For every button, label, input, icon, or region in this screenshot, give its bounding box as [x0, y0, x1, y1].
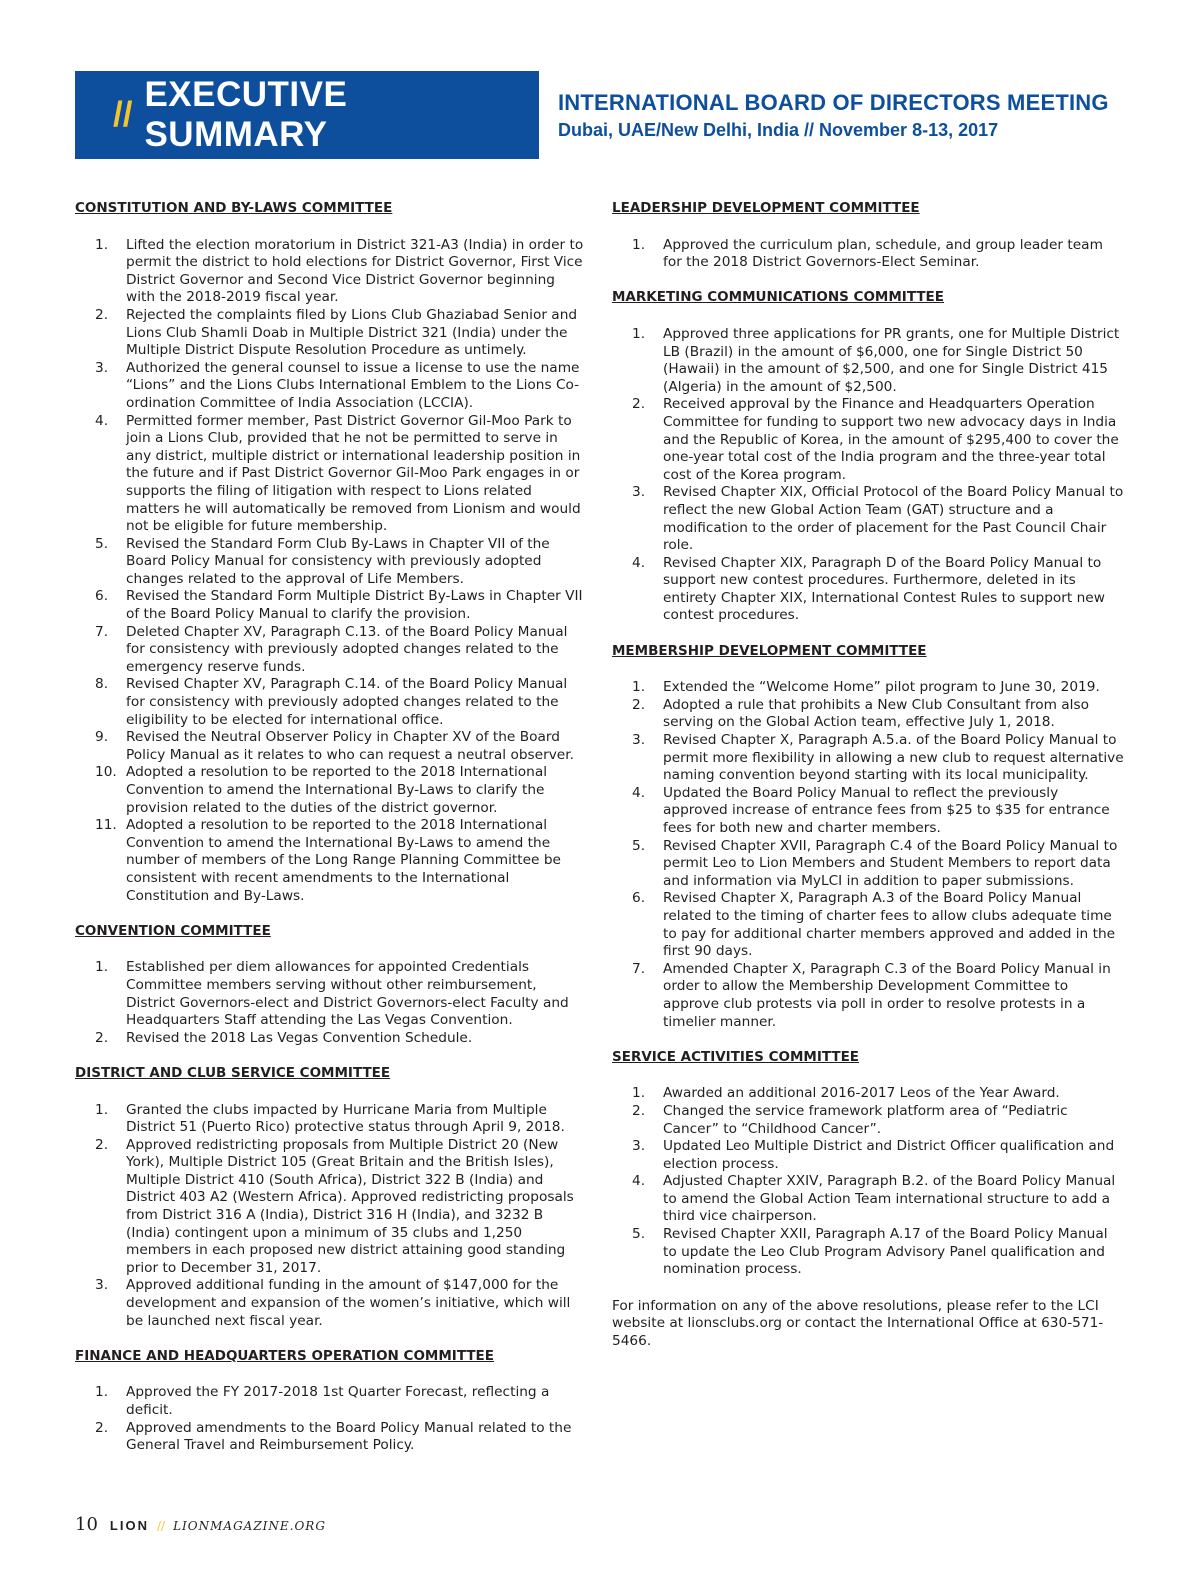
left-column	[75, 200, 585, 1472]
item-text: Revised Chapter XIX, Paragraph D of the Board Policy Manual to support new contest procedures. Furthermore, deleted in its entirety Chapter XIX, International Contest Rules to support new contest procedures.	[663, 554, 1105, 624]
item-number: 4.	[632, 554, 646, 571]
item-number: 1.	[632, 236, 646, 253]
list-item	[75, 676, 585, 729]
item-text: Authorized the general counsel to issue a license to use the name “Lions” and the Lions Clubs International Emblem to the Lions Co-ordination Committee of India Association (LCCIA).	[126, 359, 580, 411]
list-item	[75, 237, 585, 307]
contact-note: For information on any of the above resolutions, please refer to the LCI website at lionsclubs.org or contact the International Office at 630-571-5466.	[612, 1297, 1104, 1350]
item-text: Approved three applications for PR grants, one for Multiple District LB (Brazil) in the amount of $6,000, one for Single District 50 (Hawaii) in the amount of $2,500, and one for Single District 415 (Algeria) in the amount of $2,500.	[663, 325, 1120, 395]
resolution-list	[75, 1102, 585, 1331]
list-item	[75, 1384, 585, 1419]
item-number: 8.	[95, 676, 109, 693]
meeting-subtitle: Dubai, UAE/New Delhi, India // November 8-13, 2017	[558, 120, 999, 140]
right-column	[612, 200, 1124, 1351]
item-text: Revised Chapter X, Paragraph A.5.a. of the Board Policy Manual to permit more flexibility in allowing a new club to request alternative naming convention beyond starting with its local municipality.	[663, 732, 1124, 784]
item-number: 2.	[95, 1419, 109, 1436]
committee-heading: MARKETING COMMUNICATIONS COMMITTEE	[612, 289, 944, 306]
item-number: 2.	[632, 1102, 646, 1119]
item-number: 10.	[95, 764, 117, 781]
list-item	[612, 555, 1124, 625]
list-item	[612, 890, 1124, 960]
list-item	[75, 413, 585, 536]
committee-heading: DISTRICT AND CLUB SERVICE COMMITTEE	[75, 1064, 391, 1081]
list-item	[612, 1138, 1124, 1173]
item-number: 3.	[632, 732, 646, 749]
committee-section-district-and-club-service-committee	[75, 1065, 585, 1330]
list-item	[612, 1226, 1124, 1279]
item-number: 2.	[95, 1136, 109, 1153]
item-number: 1.	[95, 959, 109, 976]
list-item	[75, 1102, 585, 1137]
committee-heading: CONVENTION COMMITTEE	[75, 922, 271, 939]
item-number: 2.	[632, 396, 646, 413]
resolution-list	[612, 679, 1124, 1031]
item-text: Permitted former member, Past District Governor Gil-Moo Park to join a Lions Club, provided that he not be permitted to serve in any district, multiple district or international leadership position in the future and if Past District Governor Gil-Moo Park engages in or supports the filing of litigation with respect to Lions related matters he will automatically be removed from Lionism and would not be eligible for future membership.	[126, 412, 581, 535]
item-text: Granted the clubs impacted by Hurricane Maria from Multiple District 51 (Puerto Rico) protective status through April 9, 2018.	[126, 1101, 565, 1136]
item-number: 2.	[632, 696, 646, 713]
item-number: 3.	[632, 1138, 646, 1155]
list-item	[612, 1103, 1124, 1138]
item-number: 2.	[95, 306, 109, 323]
item-text: Approved redistricting proposals from Multiple District 20 (New York), Multiple District 105 (Great Britain and the British Isles), Multiple District 410 (South Africa), District 322 B (India) and District 403 A2 (Western Africa). Approved redistricting proposals from District 316 A (India), District 316 H (India), and 3232 B (India) contingent upon a minimum of 35 clubs and 1,250 members in each proposed new district attaining good standing prior to December 31, 2017.	[126, 1136, 574, 1276]
item-text: Revised the Standard Form Multiple District By-Laws in Chapter VII of the Board Policy Manual to clarify the provision.	[126, 588, 583, 623]
committee-section-constitution-and-by-laws-committee	[75, 200, 585, 905]
committee-heading: FINANCE AND HEADQUARTERS OPERATION COMMITTEE	[75, 1347, 494, 1364]
item-text: Approved the FY 2017-2018 1st Quarter Forecast, reflecting a deficit.	[126, 1384, 550, 1418]
resolution-list	[75, 959, 585, 1047]
item-text: Revised the Standard Form Club By-Laws in Chapter VII of the Board Policy Manual for consistency with previously adopted changes related to the approval of Life Members.	[126, 535, 550, 587]
list-item	[75, 1137, 585, 1278]
list-item	[612, 697, 1124, 732]
item-text: Revised Chapter XVII, Paragraph C.4 of the Board Policy Manual to permit Leo to Lion Members and Student Members to report data and information via MyLCI in addition to paper submissions.	[663, 837, 1118, 889]
committee-heading: SERVICE ACTIVITIES COMMITTEE	[612, 1048, 860, 1065]
item-number: 11.	[95, 817, 117, 834]
item-text: Awarded an additional 2016-2017 Leos of the Year Award.	[663, 1085, 1060, 1102]
item-number: 5.	[95, 535, 109, 552]
list-item	[75, 959, 585, 1029]
list-item	[75, 307, 585, 360]
item-number: 4.	[95, 412, 109, 429]
item-text: Lifted the election moratorium in District 321-A3 (India) in order to permit the district to hold elections for District Governor, First Vice District Governor and Second Vice District Governor beginning with the 2018-2019 fiscal year.	[126, 236, 584, 306]
committee-heading: LEADERSHIP DEVELOPMENT COMMITTEE	[612, 200, 920, 216]
item-number: 1.	[95, 236, 109, 253]
item-text: Adopted a resolution to be reported to the 2018 International Convention to amend the International By-Laws to amend the number of members of the Long Range Planning Committee be consistent with recent amendments to the International Constitution and By-Laws.	[126, 817, 561, 904]
list-item	[75, 764, 585, 817]
committee-heading: MEMBERSHIP DEVELOPMENT COMMITTEE	[612, 642, 927, 659]
item-text: Received approval by the Finance and Headquarters Operation Committee for funding to support two new advocacy days in India and the Republic of Korea, in the amount of $295,400 to cover the one-year total cost of the India program and the three-year total cost of the Korea program.	[663, 396, 1119, 483]
item-text: Revised the Neutral Observer Policy in Chapter XV of the Board Policy Manual as it relates to who can request a neutral observer.	[126, 729, 574, 763]
executive-summary-banner	[75, 71, 539, 159]
committee-section-membership-development-committee	[612, 643, 1124, 1031]
item-text: Amended Chapter X, Paragraph C.3 of the Board Policy Manual in order to allow the Membership Development Committee to approve club protests via poll in order to resolve protests in a timelier manner.	[663, 960, 1111, 1030]
item-number: 4.	[632, 1173, 646, 1190]
list-item	[612, 326, 1124, 396]
item-number: 1.	[95, 1101, 109, 1118]
committee-section-leadership-development-committee	[612, 200, 1124, 272]
item-text: Changed the service framework platform area of “Pediatric Cancer” to “Childhood Cancer”.	[663, 1102, 1068, 1137]
item-number: 4.	[632, 784, 646, 801]
committee-section-convention-committee	[75, 923, 585, 1048]
committee-section-finance-and-headquarters-operation-committee	[75, 1348, 585, 1455]
page-number: 10	[75, 1514, 98, 1535]
banner-title: EXECUTIVE SUMMARY	[144, 75, 348, 154]
item-text: Updated the Board Policy Manual to reflect the previously approved increase of entrance fees from $25 to $35 for entrance fees for both new and charter members.	[663, 784, 1110, 836]
item-text: Revised Chapter XV, Paragraph C.14. of the Board Policy Manual for consistency with previously adopted changes related to the eligibility to be elected for international office.	[126, 676, 568, 728]
resolution-list	[612, 1085, 1124, 1279]
list-item	[75, 729, 585, 764]
page-footer	[75, 1514, 326, 1535]
item-number: 3.	[632, 484, 646, 501]
item-text: Extended the “Welcome Home” pilot program to June 30, 2019.	[663, 679, 1100, 696]
list-item	[612, 237, 1124, 272]
banner-slashes: //	[113, 95, 133, 134]
list-item	[75, 588, 585, 623]
item-number: 7.	[95, 623, 109, 640]
meeting-title: INTERNATIONAL BOARD OF DIRECTORS MEETING	[558, 90, 1109, 115]
item-text: Revised Chapter XIX, Official Protocol of the Board Policy Manual to reflect the new Global Action Team (GAT) structure and a modification to the order of placement for the Past Council Chair role.	[663, 484, 1124, 554]
item-text: Adopted a rule that prohibits a New Club Consultant from also serving on the Global Action team, effective July 1, 2018.	[663, 696, 1089, 731]
list-item	[612, 1085, 1124, 1103]
item-text: Approved amendments to the Board Policy Manual related to the General Travel and Reimbursement Policy.	[126, 1419, 572, 1454]
item-text: Revised the 2018 Las Vegas Convention Schedule.	[126, 1029, 473, 1046]
item-text: Approved additional funding in the amount of $147,000 for the development and expansion of the women’s initiative, which will be launched next fiscal year.	[126, 1277, 571, 1329]
item-number: 6.	[95, 588, 109, 605]
list-item	[612, 396, 1124, 484]
committee-section-marketing-communications-committee	[612, 289, 1124, 625]
list-item	[75, 1030, 585, 1048]
list-item	[612, 961, 1124, 1031]
list-item	[612, 732, 1124, 785]
resolution-list	[612, 237, 1124, 272]
committee-heading: CONSTITUTION AND BY-LAWS COMMITTEE	[75, 200, 393, 216]
list-item	[75, 360, 585, 413]
item-number: 3.	[95, 1277, 109, 1294]
item-text: Adopted a resolution to be reported to the 2018 International Convention to amend the International By-Laws to clarify the provision related to the duties of the district governor.	[126, 764, 548, 816]
item-number: 2.	[95, 1029, 109, 1046]
list-item	[75, 536, 585, 589]
list-item	[75, 817, 585, 905]
item-text: Approved the curriculum plan, schedule, and group leader team for the 2018 District Governors-Elect Seminar.	[663, 236, 1103, 271]
item-number: 9.	[95, 729, 109, 746]
list-item	[612, 484, 1124, 554]
website-link[interactable]: LIONMAGAZINE.ORG	[173, 1519, 326, 1533]
item-number: 1.	[632, 325, 646, 342]
item-number: 1.	[95, 1384, 109, 1401]
item-text: Rejected the complaints filed by Lions Club Ghaziabad Senior and Lions Club Shamli Doab in Multiple District 321 (India) under the Multiple District Dispute Resolution Procedure as untimely.	[126, 306, 578, 359]
list-item	[612, 679, 1124, 697]
list-item	[612, 838, 1124, 891]
item-text: Deleted Chapter XV, Paragraph C.13. of the Board Policy Manual for consistency with previously adopted changes related to the emergency reserve funds.	[126, 623, 568, 675]
item-number: 5.	[632, 837, 646, 854]
item-number: 3.	[95, 359, 109, 376]
item-number: 1.	[632, 1085, 646, 1102]
item-text: Updated Leo Multiple District and District Officer qualification and election process.	[663, 1138, 1115, 1172]
list-item	[612, 785, 1124, 838]
item-text: Established per diem allowances for appointed Credentials Committee members serving without other reimbursement, District Governors-elect and District Governors-elect Faculty and Headquarters Staff attending the Las Vegas Convention.	[126, 959, 569, 1029]
item-text: Revised Chapter X, Paragraph A.3 of the Board Policy Manual related to the timing of charter fees to allow clubs adequate time to pay for additional charter members approved and added in the first 90 days.	[663, 890, 1116, 960]
resolution-list	[612, 326, 1124, 625]
item-number: 5.	[632, 1226, 646, 1243]
list-item	[612, 1173, 1124, 1226]
resolution-list	[75, 1384, 585, 1454]
item-text: Adjusted Chapter XXIV, Paragraph B.2. of the Board Policy Manual to amend the Global Action Team international structure to add a third vice chairperson.	[663, 1173, 1116, 1225]
list-item	[75, 1277, 585, 1330]
item-text: Revised Chapter XXII, Paragraph A.17 of the Board Policy Manual to update the Leo Club Program Advisory Panel qualification and nomination process.	[663, 1226, 1108, 1278]
resolution-list	[75, 237, 585, 906]
footer-separator: //	[156, 1519, 166, 1533]
item-number: 7.	[632, 960, 646, 977]
magazine-name: LION	[109, 1518, 149, 1533]
list-item	[75, 1420, 585, 1455]
item-number: 6.	[632, 890, 646, 907]
committee-section-service-activities-committee	[612, 1049, 1124, 1279]
list-item	[75, 624, 585, 677]
item-number: 1.	[632, 679, 646, 696]
